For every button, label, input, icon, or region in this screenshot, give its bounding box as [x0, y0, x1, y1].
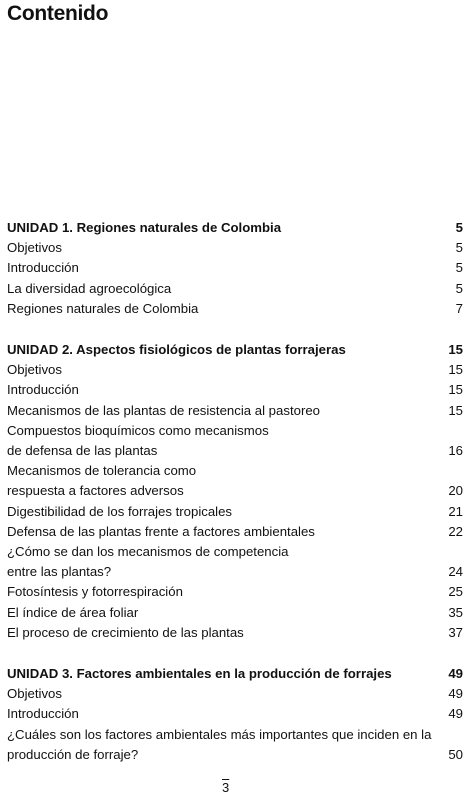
toc-entry	[7, 481, 463, 501]
toc-entry-page: 20	[448, 483, 463, 499]
toc-entry	[7, 542, 463, 562]
toc-entry-text: producción de forraje?	[7, 746, 139, 762]
toc-entry-page: 15	[448, 382, 463, 398]
toc-entry-page: 15	[448, 362, 463, 378]
toc-entry-text: de defensa de las plantas	[7, 443, 158, 459]
toc-entry	[7, 745, 463, 765]
toc-entry-text: Mecanismos de tolerancia como	[7, 463, 197, 479]
toc-entry-page: 49	[448, 706, 463, 722]
toc-entry	[7, 299, 463, 319]
toc-entry-text: Digestibilidad de los forrajes tropicales	[7, 503, 233, 519]
toc-entry-text: El índice de área foliar	[7, 604, 139, 620]
toc-entry-page: 49	[448, 686, 463, 702]
toc-entry-page: 21	[448, 503, 463, 519]
toc-entry-text: Regiones naturales de Colombia	[7, 300, 199, 316]
table-of-contents	[7, 218, 463, 786]
toc-entry	[7, 380, 463, 400]
toc-unit-1	[7, 218, 463, 319]
toc-entry-page: 15	[448, 402, 463, 418]
toc-entry	[7, 704, 463, 724]
toc-unit-2	[7, 340, 463, 643]
toc-heading-page: 49	[448, 666, 463, 682]
toc-entry-page: 5	[455, 240, 463, 256]
toc-entry-text: Objetivos	[7, 362, 62, 378]
toc-entry-text: Mecanismos de las plantas de resistencia al pastoreo	[7, 402, 321, 418]
toc-entry	[7, 502, 463, 522]
toc-heading-text: UNIDAD 3. Factores ambientales en la producción de forrajes	[7, 666, 392, 682]
toc-entry-page: 16	[448, 443, 463, 459]
toc-entry	[7, 582, 463, 602]
toc-entry-text: ¿Cómo se dan los mecanismos de competencia	[7, 544, 289, 560]
toc-heading-text: UNIDAD 2. Aspectos fisiológicos de plantas forrajeras	[7, 342, 346, 358]
toc-entry-text: Compuestos bioquímicos como mecanismos	[7, 422, 269, 438]
toc-unit-heading	[7, 218, 463, 238]
toc-heading-page: 15	[448, 342, 463, 358]
toc-heading-page: 5	[455, 220, 463, 235]
toc-entry	[7, 401, 463, 421]
toc-entry-page: 22	[448, 523, 463, 539]
toc-entry-text: Fotosíntesis y fotorrespiración	[7, 584, 183, 600]
toc-entry	[7, 562, 463, 582]
toc-entry	[7, 461, 463, 481]
toc-entry	[7, 522, 463, 542]
toc-entry-text: ¿Cuáles son los factores ambientales más importantes que inciden en la	[7, 726, 432, 742]
page-title: Contenido	[7, 2, 109, 25]
page-number: 3	[222, 780, 230, 795]
toc-entry-text: La diversidad agroecológica	[7, 280, 172, 296]
toc-unit-3	[7, 664, 463, 765]
toc-entry-text: entre las plantas?	[7, 564, 112, 580]
toc-entry-text: Introducción	[7, 260, 79, 276]
toc-entry-text: Defensa de las plantas frente a factores ambientales	[7, 523, 315, 539]
toc-heading-text: UNIDAD 1. Regiones naturales de Colombia	[7, 220, 282, 235]
toc-unit-heading	[7, 340, 463, 360]
toc-entry	[7, 725, 463, 745]
toc-entry	[7, 623, 463, 643]
toc-entry-text: El proceso de crecimiento de las plantas	[7, 624, 244, 640]
toc-entry-text: respuesta a factores adversos	[7, 483, 184, 499]
toc-entry-text: Objetivos	[7, 240, 62, 256]
toc-entry	[7, 684, 463, 704]
toc-entry-page: 5	[455, 260, 463, 276]
toc-entry	[7, 258, 463, 278]
toc-entry-page: 37	[448, 624, 463, 640]
toc-entry-text: Introducción	[7, 382, 79, 398]
toc-entry-text: Introducción	[7, 706, 79, 722]
toc-entry	[7, 360, 463, 380]
toc-entry	[7, 603, 463, 623]
toc-entry	[7, 238, 463, 258]
toc-unit-heading	[7, 664, 463, 684]
toc-entry-page: 25	[448, 584, 463, 600]
toc-entry-page: 24	[448, 564, 463, 580]
toc-entry-page: 50	[448, 746, 463, 762]
toc-entry-page: 35	[448, 604, 463, 620]
toc-entry-page: 5	[455, 280, 463, 296]
toc-entry-text: Objetivos	[7, 686, 62, 702]
toc-entry	[7, 279, 463, 299]
toc-entry	[7, 421, 463, 441]
toc-entry-page: 7	[455, 300, 463, 316]
toc-entry	[7, 441, 463, 461]
